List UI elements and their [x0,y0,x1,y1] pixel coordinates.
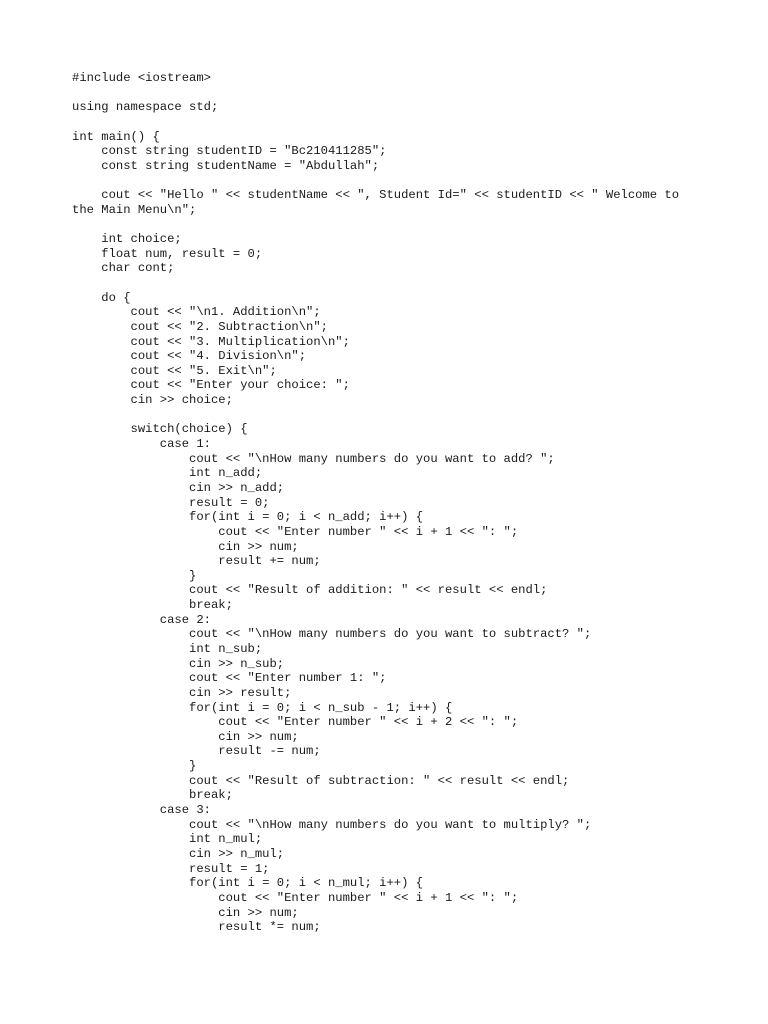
code-line: cin >> n_sub; [72,656,285,671]
code-line: cout << "5. Exit\n"; [72,363,277,378]
code-line: do { [72,290,131,305]
code-line [72,173,712,188]
code-line: const string studentID = "Bc210411285"; [72,144,387,159]
code-line: cout << "Hello " << studentName << ", Student Id=" << studentID << " Welcome to [72,188,680,203]
code-line: cin >> choice; [72,393,233,408]
code-line: result *= num; [72,920,321,935]
code-line: for(int i = 0; i < n_sub - 1; i++) { [72,700,453,715]
code-line: result -= num; [72,744,321,759]
code-line: cout << "4. Division\n"; [72,349,307,364]
code-line: cout << "\nHow many numbers do you want to add? "; [72,451,555,466]
code-line: } [72,568,197,583]
code-line: result += num; [72,554,321,569]
code-line: cout << "Result of subtraction: " << result << endl; [72,773,570,788]
code-line: cout << "3. Multiplication\n"; [72,334,350,349]
code-line: cout << "2. Subtraction\n"; [72,319,328,334]
code-line: cout << "Result of addition: " << result << endl; [72,583,548,598]
code-line: for(int i = 0; i < n_add; i++) { [72,510,424,525]
code-line: case 1: [72,437,211,452]
code-line: cout << "\nHow many numbers do you want to multiply? "; [72,817,592,832]
code-line: switch(choice) { [72,422,248,437]
code-line: break; [72,788,233,803]
code-line: cout << "Enter number " << i + 1 << ": "; [72,890,519,905]
code-line: char cont; [72,261,175,276]
code-line: cin >> n_mul; [72,846,285,861]
code-line [72,408,712,423]
code-line: break; [72,598,233,613]
code-line: cout << "\nHow many numbers do you want to subtract? "; [72,627,592,642]
code-line: int main() { [72,129,160,144]
code-line [72,276,712,291]
code-line: int choice; [72,232,182,247]
code-line: the Main Menu\n"; [72,202,197,217]
code-line: cin >> num; [72,539,299,554]
code-line [72,217,712,232]
code-line: using namespace std; [72,100,219,115]
code-line: int n_mul; [72,832,263,847]
code-line: cout << "\n1. Addition\n"; [72,305,321,320]
code-line: cin >> num; [72,729,299,744]
code-line: result = 1; [72,861,270,876]
code-line: int n_sub; [72,641,263,656]
code-line [72,86,712,101]
code-line: float num, result = 0; [72,246,263,261]
code-line: const string studentName = "Abdullah"; [72,158,380,173]
code-line: int n_add; [72,466,263,481]
code-line: cin >> result; [72,685,292,700]
code-line: cout << "Enter number 1: "; [72,671,387,686]
code-line: } [72,759,197,774]
code-line: #include <iostream> [72,71,211,85]
code-listing [72,71,712,935]
code-line: cout << "Enter number " << i + 2 << ": "; [72,715,519,730]
code-line: for(int i = 0; i < n_mul; i++) { [72,876,424,891]
code-line: cout << "Enter number " << i + 1 << ": "; [72,524,519,539]
code-line: result = 0; [72,495,270,510]
code-line: cin >> n_add; [72,480,285,495]
code-line: case 2: [72,612,211,627]
code-line: case 3: [72,803,211,818]
code-line [72,115,712,130]
code-line: cin >> num; [72,905,299,920]
code-line: cout << "Enter your choice: "; [72,378,350,393]
